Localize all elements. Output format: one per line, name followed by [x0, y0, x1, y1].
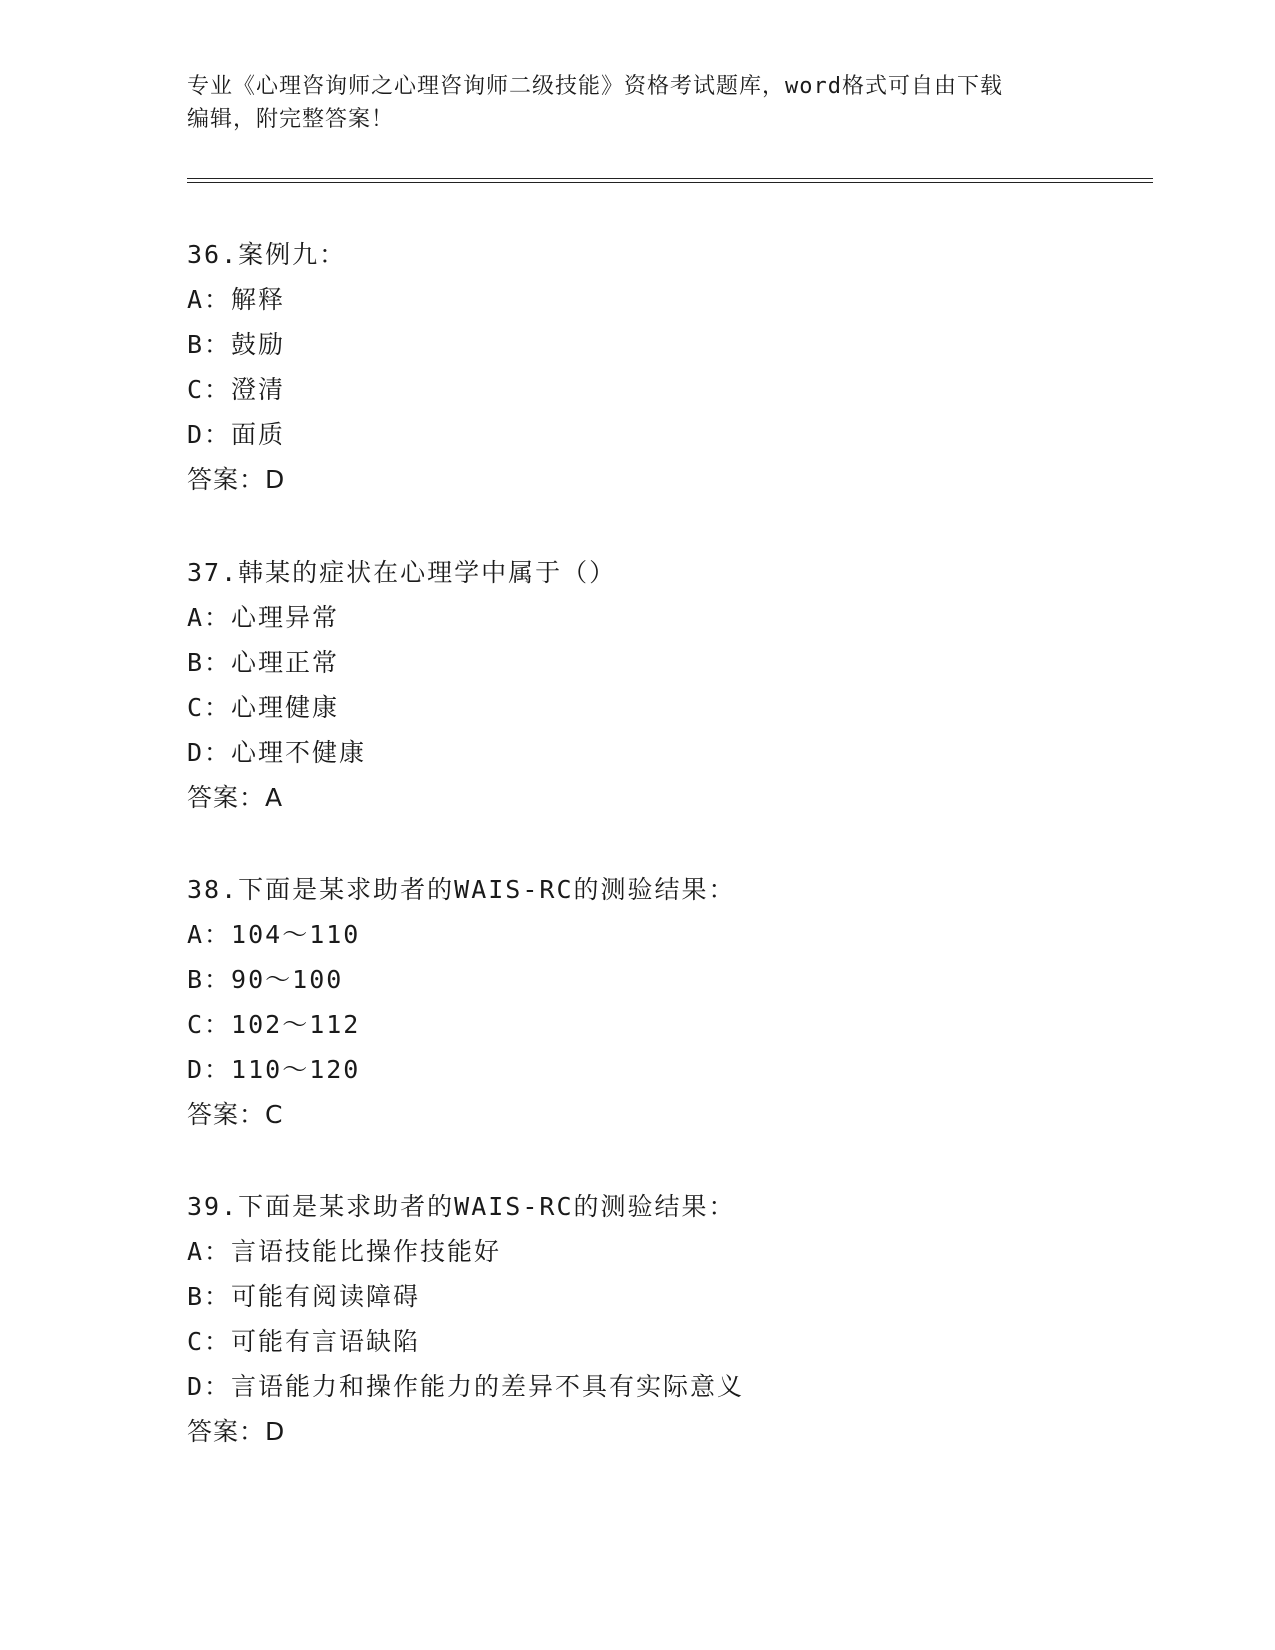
answer: 答案：D — [187, 1417, 286, 1446]
question-38 — [187, 867, 1187, 1137]
option-a: A：言语技能比操作技能好 — [187, 1237, 502, 1266]
option-b: B：鼓励 — [187, 330, 286, 359]
answer: 答案：A — [187, 783, 284, 812]
question-title: 39.下面是某求助者的WAIS-RC的测验结果： — [187, 1192, 736, 1221]
option-d: D：言语能力和操作能力的差异不具有实际意义 — [187, 1372, 745, 1401]
option-c: C：心理健康 — [187, 693, 340, 722]
option-a: A：解释 — [187, 285, 286, 314]
page-header — [187, 70, 1087, 136]
question-title: 36.案例九： — [187, 240, 347, 269]
option-a: A：心理异常 — [187, 603, 340, 632]
header-rule-top — [187, 178, 1153, 179]
option-c: C：可能有言语缺陷 — [187, 1327, 421, 1356]
option-d: D：心理不健康 — [187, 738, 367, 767]
option-d: D：110～120 — [187, 1055, 361, 1084]
option-b: B：可能有阅读障碍 — [187, 1282, 421, 1311]
answer: 答案：D — [187, 465, 286, 494]
header-rule-bottom — [187, 182, 1153, 183]
answer: 答案：C — [187, 1100, 284, 1129]
option-d: D：面质 — [187, 420, 286, 449]
question-37 — [187, 550, 1187, 820]
question-36 — [187, 232, 1187, 502]
question-title: 38.下面是某求助者的WAIS-RC的测验结果： — [187, 875, 736, 904]
header-line-2: 编辑，附完整答案！ — [187, 107, 395, 132]
header-line-1: 专业《心理咨询师之心理咨询师二级技能》资格考试题库，word格式可自由下载 — [187, 74, 1003, 99]
option-c: C：102～112 — [187, 1010, 361, 1039]
question-39 — [187, 1184, 1187, 1454]
option-c: C：澄清 — [187, 375, 286, 404]
question-title: 37.韩某的症状在心理学中属于（） — [187, 558, 617, 587]
option-a: A：104～110 — [187, 920, 361, 949]
option-b: B：90～100 — [187, 965, 344, 994]
option-b: B：心理正常 — [187, 648, 340, 677]
